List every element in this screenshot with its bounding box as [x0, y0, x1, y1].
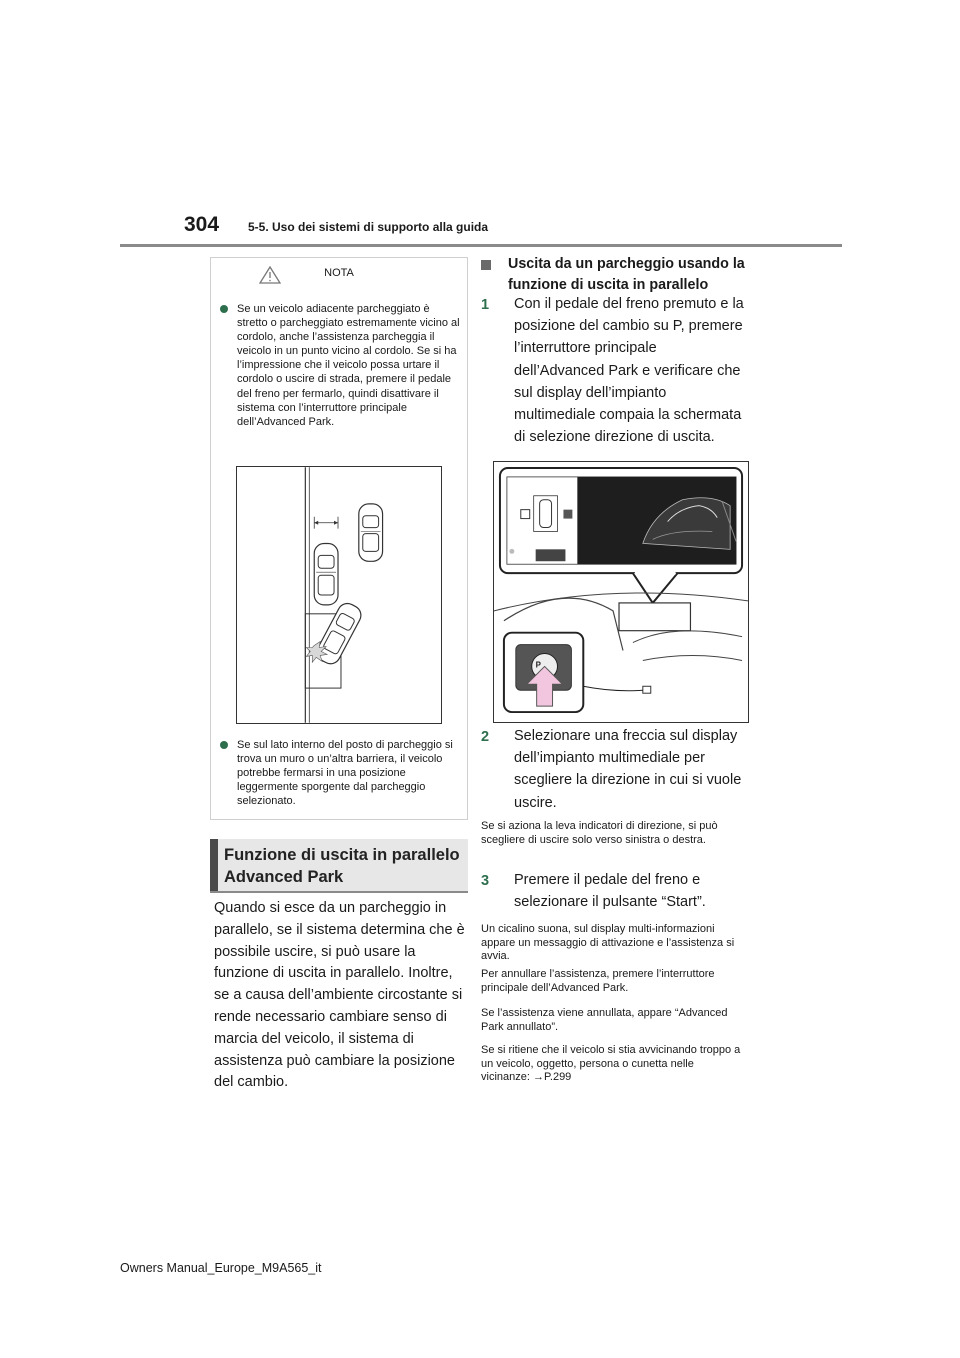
- parking-curb-illustration: [236, 466, 442, 724]
- step-3-text: Premere il pedale del freno e selezionare il pulsante “Start”.: [514, 872, 706, 911]
- step-2-number: 2: [481, 729, 490, 745]
- bullet-icon: [220, 741, 228, 749]
- section-header: 5-5. Uso dei sistemi di supporto alla guida: [248, 220, 489, 234]
- bullet-icon: [220, 305, 228, 313]
- step-1-text: Con il pedale del freno premuto e la posizione del cambio su P, premere l’interruttore principale dell’Advanced Park e verificare che sul display dell’impianto multimediale compaia la schermata di selezione direzione di uscita.: [514, 296, 744, 446]
- after-note-4: Se si ritiene che il veicolo si stia avvicinando troppo a un veicolo, oggetto, persona o cunetta nelle vicinanze: →P.299: [481, 1044, 741, 1084]
- after-note-2: Per annullare l’assistenza, premere l’interruttore principale dell’Advanced Park.: [481, 968, 715, 994]
- note-title: NOTA: [324, 267, 354, 279]
- page-number: 304: [184, 213, 220, 236]
- step-2-text: Selezionare una freccia sul display dell’impianto multimediale per scegliere la direzione in cui si vuole uscire.: [514, 728, 742, 811]
- switch-label: P: [535, 660, 541, 670]
- note-bullet-1-text: Se un veicolo adiacente parcheggiato è stretto o parcheggiato estremamente vicino al cordolo, anche l’assistenza parcheggia il veicolo in un punto vicino al cordolo. Se si ha l’impressione che il veicolo possa urtare il cordolo o uscire di strada, premere il pedale del freno per fermarlo, quindi disattivare il sistema con l’interruttore principale dell’Advanced Park.: [237, 303, 460, 428]
- section-heading-text: Funzione di uscita in parallelo Advanced Park: [224, 846, 460, 886]
- section-heading: [210, 839, 468, 893]
- step-3-number: 3: [481, 873, 490, 889]
- step-2-note: Se si aziona la leva indicatori di direzione, si può scegliere di uscire solo verso sinistra o destra.: [481, 820, 718, 846]
- after-note-1: Un cicalino suona, sul display multi-informazioni appare un messaggio di attivazione e l’assistenza si avvia.: [481, 923, 735, 963]
- header-rule: [120, 244, 842, 247]
- dashboard-illustration: [493, 461, 749, 723]
- after-note-3: Se l’assistenza viene annullata, appare “Advanced Park annullato”.: [481, 1007, 728, 1033]
- intro-paragraph: Quando si esce da un parcheggio in parallelo, se il sistema determina che è possibile uscire, si può usare la funzione di uscita in parallelo. Inoltre, se a causa dell’ambiente circostante si rende necessario cambiare senso di marcia del veicolo, il sistema di assistenza può cambiare la posizione del cambio.: [214, 900, 465, 1091]
- section-heading-bar: [210, 839, 218, 891]
- note-bullet-1: [220, 302, 460, 429]
- footer: Owners Manual_Europe_M9A565_it: [120, 1261, 322, 1275]
- note-bullet-2: [220, 738, 460, 808]
- step-1-number: 1: [481, 297, 490, 313]
- note-bullet-2-text: Se sul lato interno del posto di parcheggio si trova un muro o un’altra barriera, il veicolo potrebbe fermarsi in una posizione leggermente sporgente dal parcheggio selezionato.: [237, 739, 453, 808]
- procedure-heading: Uscita da un parcheggio usando la funzione di uscita in parallelo: [508, 256, 745, 293]
- note-box: [210, 257, 468, 820]
- heading-square-icon: [481, 260, 491, 270]
